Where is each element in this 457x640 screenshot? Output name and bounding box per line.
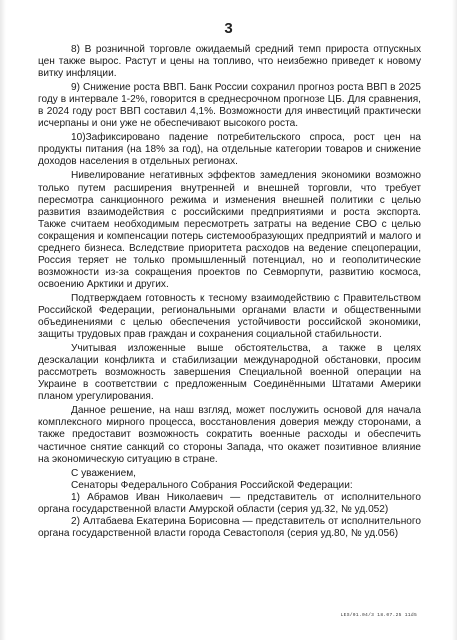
closing-salutation: С уважением,	[71, 467, 136, 479]
signatories-heading: Сенаторы Федерального Собрания Российской Федерации:	[71, 479, 353, 491]
signatory-2: 2) Алтабаева Екатерина Борисовна — представитель от исполнительного органа государственной власти города Севастополя (серия уд.80, № уд.056)	[38, 515, 421, 539]
footer-stamp: LES/01.04/3 18.07.25 11d5	[340, 613, 417, 618]
paragraph-gdp-slowdown: 9) Снижение роста ВВП. Банк России сохранил прогноз роста ВВП в 2025 году в интервале 1-2%, говорится в среднесрочном прогнозе ЦБ. Для сравнения, в 2024 году рост ВВП составил 4,1%. Возможности для инвестиций практически исчерпаны и они уже не обеспечивают высокого роста.	[38, 82, 421, 130]
paragraph-request: Учитывая изложенные выше обстоятельства, а также в целях деэскалации конфликта и стабилизации международной обстановки, просим рассмотреть возможность завершения Специальной военной операции на Украине в соответствии с предложенным Соединёнными Штатами Америки планом урегулирования.	[38, 343, 421, 403]
page-number: 3	[224, 20, 233, 37]
page-edge-right	[452, 0, 457, 640]
paragraph-cooperation: Подтверждаем готовность к тесному взаимодействию с Правительством Российской Федерации, региональными органами власти и общественными объединениями с целью обеспечения устойчивости российской экономики, защиты трудовых прав граждан и сохранения социальной стабильности.	[38, 292, 421, 341]
paragraph-consumer-demand: 10)Зафиксировано падение потребительского спроса, рост цен на продукты питания (на 18% за год), на отдельные категории товаров и снижение доходов населения в отдельных регионах.	[38, 132, 421, 168]
page-edge-left	[0, 0, 6, 640]
paragraph-trade-policy: Нивелирование негативных эффектов замедления экономики возможно только путем расширения внутренней и внешней торговли, что требует пересмотра санкционного режима и изменения внешней политики с целью развития взаимодействия с российскими предприятиями и роста экспорта. Также считаем необходимым пересмотреть затраты на ведение СВО с целью сокращения и компенсации потерь системообразующих предприятий и малого и среднего бизнеса. Вследствие приоритета расходов на ведение спецоперации, Россия теряет не только промышленный потенциал, но и геополитические возможности из-за сокращения проектов по Севморпути, развитию космоса, освоению Арктики и других.	[38, 170, 421, 290]
paragraph-peace-process: Данное решение, на наш взгляд, может послужить основой для начала комплексного мирного процесса, восстановления доверия между сторонами, а также предоставит возможность сократить военные расходы и обеспечить частичное снятие санкций со стороны Запада, что окажет позитивное влияние на экономическую ситуацию в стране.	[38, 405, 421, 465]
document-body	[38, 44, 421, 540]
paragraph-retail-prices: 8) В розничной торговле ожидаемый средний темп прироста отпускных цен также вырос. Растут и цены на топливо, что неизбежно приведет к новому витку инфляции.	[38, 44, 421, 80]
signatory-1: 1) Абрамов Иван Николаевич — представитель от исполнительного органа государственной власти Амурской области (серия уд.32, № уд.052)	[38, 491, 421, 515]
